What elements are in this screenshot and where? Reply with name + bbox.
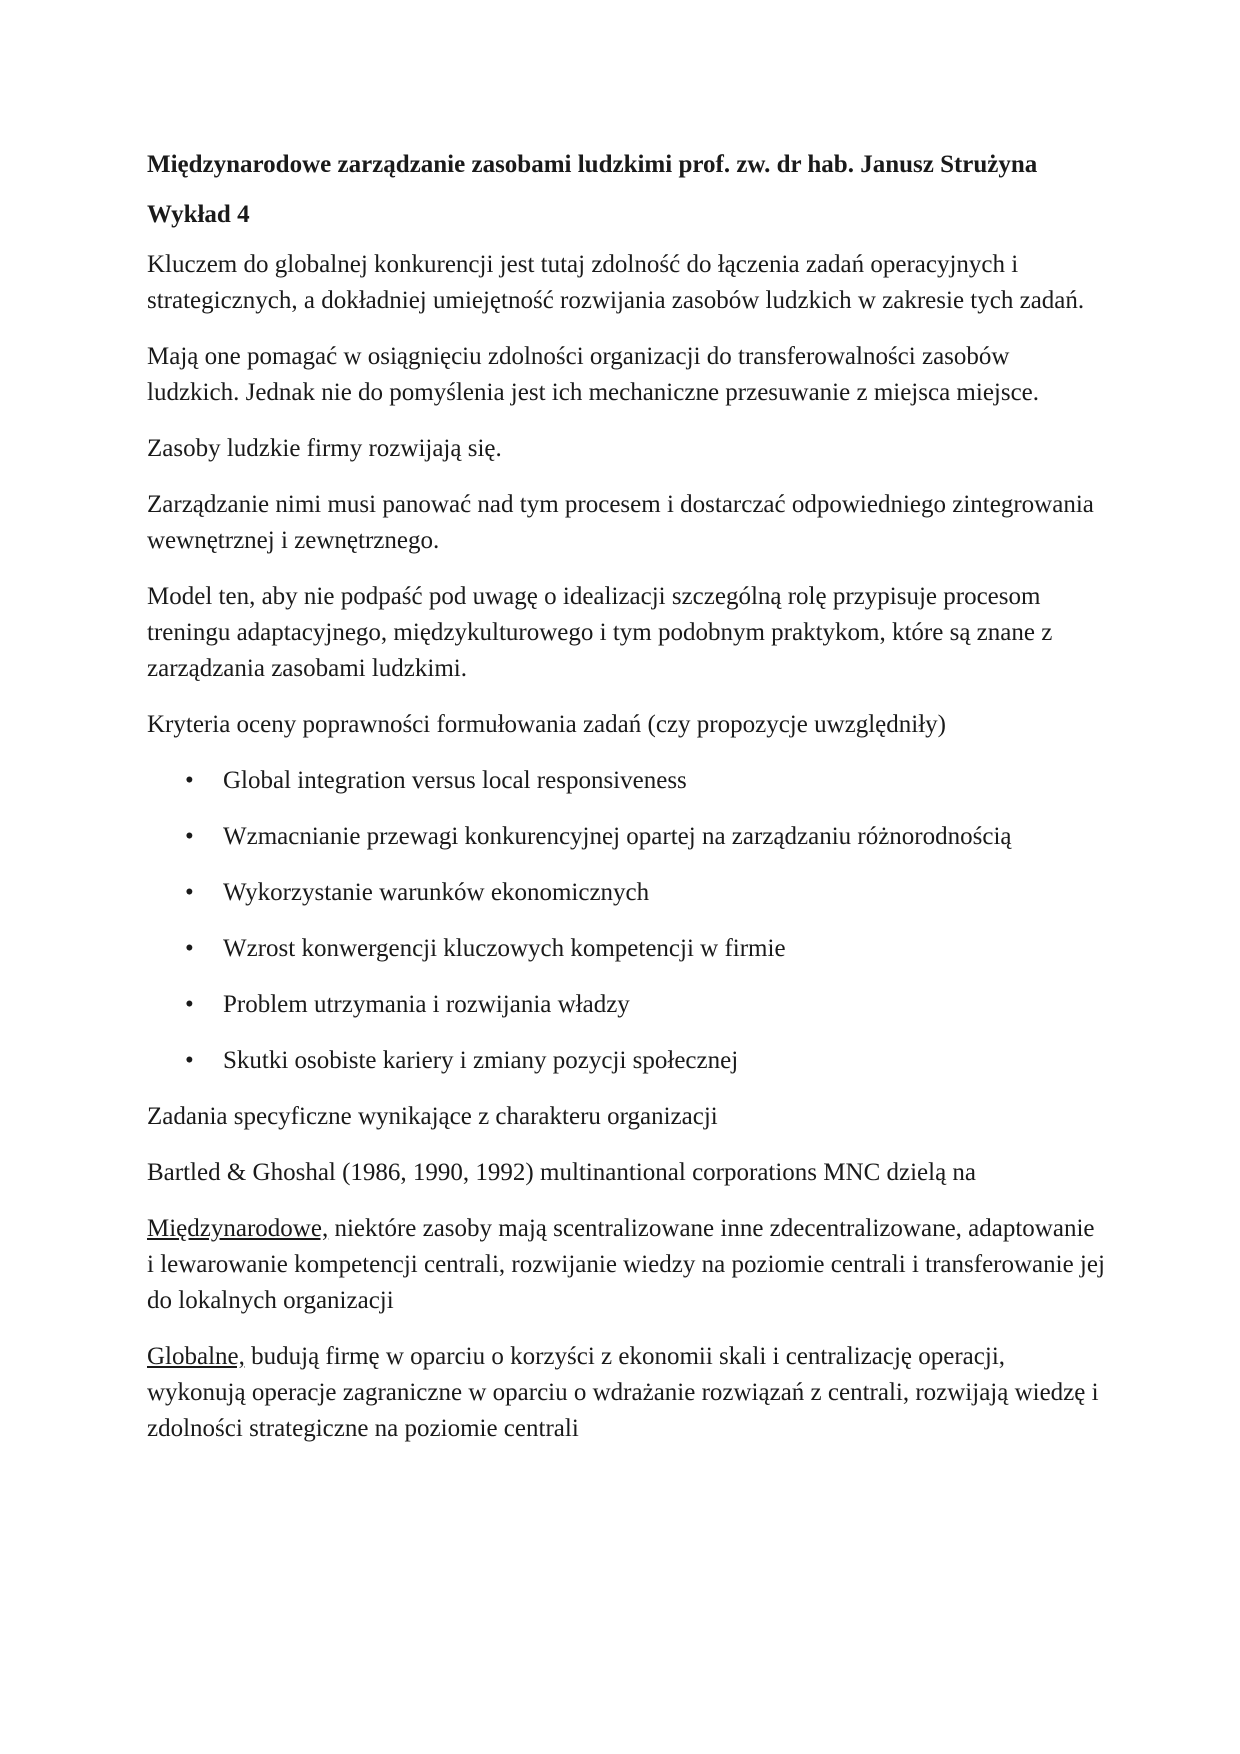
type-name: Globalne, [147, 1343, 245, 1370]
paragraph: Zadania specyficzne wynikające z charakteru organizacji [147, 1103, 718, 1130]
document-title: Międzynarodowe zarządzanie zasobami ludzkimi prof. zw. dr hab. Janusz Strużyna [147, 151, 1038, 178]
list-item-text: Global integration versus local responsiveness [223, 767, 687, 794]
list-item-text: Wzrost konwergencji kluczowych kompetencji w firmie [223, 935, 786, 962]
document-page [147, 147, 1107, 1467]
bullet-icon: • [185, 1047, 194, 1074]
criteria-list [147, 763, 1107, 1079]
criteria-heading: Kryteria oceny poprawności formułowania zadań (czy propozycje uwzględniły) [147, 711, 946, 738]
paragraph: Kluczem do globalnej konkurencji jest tutaj zdolność do łączenia zadań operacyjnych i strategicznych, a dokładniej umiejętność rozwijania zasobów ludzkich w zakresie tych zadań. [147, 251, 1085, 314]
paragraph: Zasoby ludzkie firmy rozwijają się. [147, 435, 502, 462]
bullet-icon: • [185, 935, 194, 962]
type-international [147, 1211, 1107, 1319]
paragraph: Mają one pomagać w osiągnięciu zdolności organizacji do transferowalności zasobów ludzkich. Jednak nie do pomyślenia jest ich mechaniczne przesuwanie z miejsca miejsce. [147, 343, 1040, 406]
list-item [147, 819, 1107, 855]
list-item-text: Skutki osobiste kariery i zmiany pozycji społecznej [223, 1047, 739, 1074]
bullet-icon: • [185, 879, 194, 906]
paragraph: Zarządzanie nimi musi panować nad tym procesem i dostarczać odpowiedniego zintegrowania wewnętrznej i zewnętrznego. [147, 491, 1094, 554]
bullet-icon: • [185, 767, 194, 794]
type-description: niektóre zasoby mają scentralizowane inne zdecentralizowane, adaptowanie i lewarowanie kompetencji centrali, rozwijanie wiedzy na poziomie centrali i transferowanie jej do lokalnych organizacji [147, 1215, 1105, 1314]
list-item [147, 1043, 1107, 1079]
list-item [147, 875, 1107, 911]
bullet-icon: • [185, 823, 194, 850]
list-item [147, 763, 1107, 799]
lecture-number: Wykład 4 [147, 201, 250, 228]
list-item [147, 931, 1107, 967]
list-item [147, 987, 1107, 1023]
type-description: budują firmę w oparciu o korzyści z ekonomii skali i centralizację operacji, wykonują operacje zagraniczne w oparciu o wdrażanie rozwiązań z centrali, rozwijają wiedzę i zdolności strategiczne na poziomie centrali [147, 1343, 1099, 1442]
type-name: Międzynarodowe, [147, 1215, 329, 1242]
list-item-text: Problem utrzymania i rozwijania władzy [223, 991, 630, 1018]
paragraph: Model ten, aby nie podpaść pod uwagę o idealizacji szczególną rolę przypisuje procesom treningu adaptacyjnego, międzykulturowego i tym podobnym praktykom, które są znane z zarządzania zasobami ludzkimi. [147, 583, 1053, 682]
list-item-text: Wzmacnianie przewagi konkurencyjnej opartej na zarządzaniu różnorodnością [223, 823, 1012, 850]
paragraph: Bartled & Ghoshal (1986, 1990, 1992) multinantional corporations MNC dzielą na [147, 1159, 977, 1186]
type-global [147, 1339, 1107, 1447]
bullet-icon: • [185, 991, 194, 1018]
list-item-text: Wykorzystanie warunków ekonomicznych [223, 879, 650, 906]
